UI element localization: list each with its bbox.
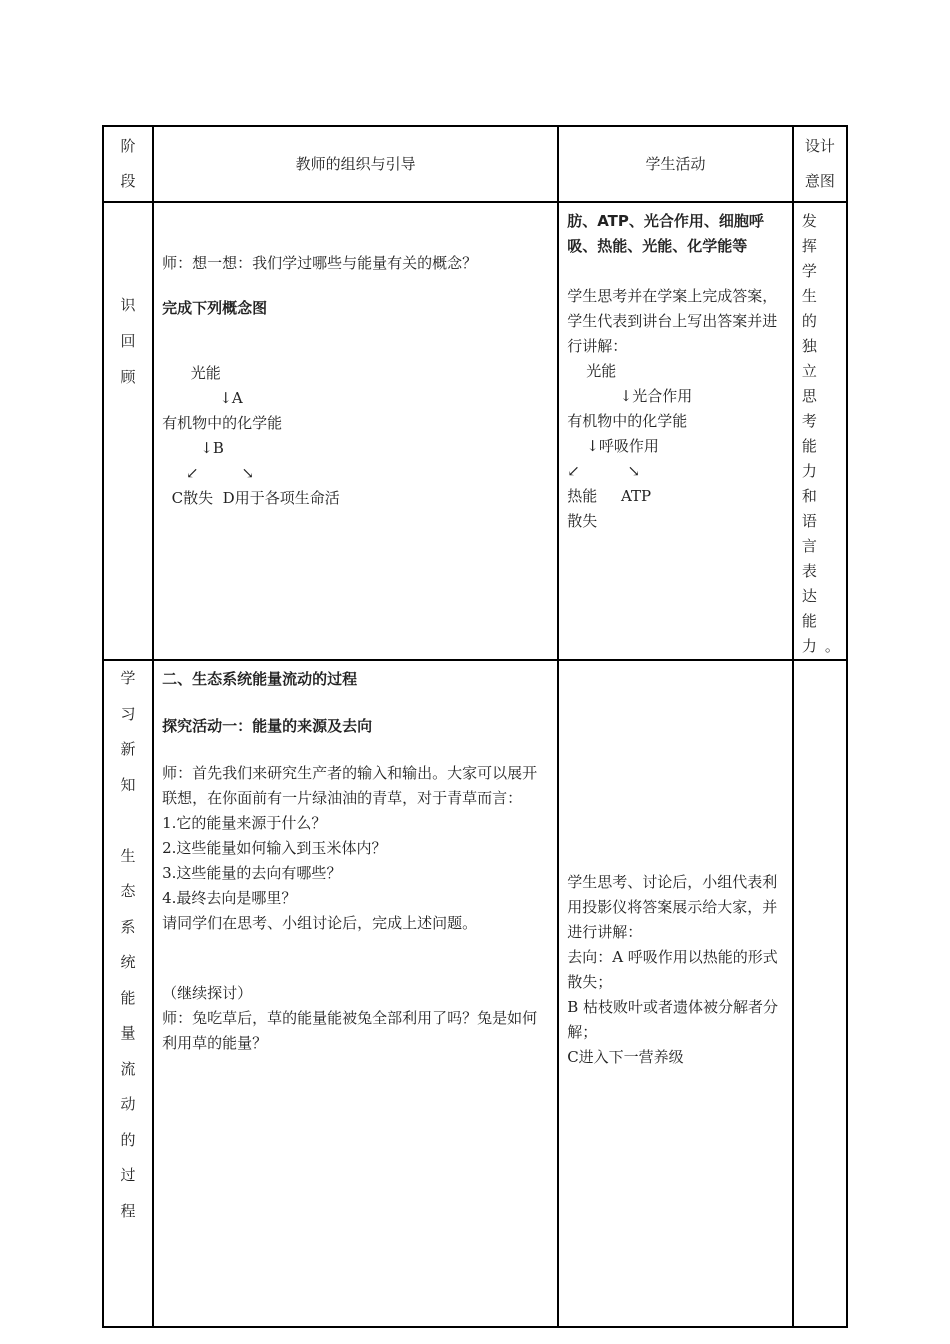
instruction: 请同学们在思考、小组讨论后，完成上述问题。 bbox=[162, 914, 478, 932]
answer-b: B 枯枝败叶或者遗体被分解者分解； bbox=[567, 998, 778, 1041]
question-1: 1.它的能量来源于什么？ bbox=[162, 814, 327, 832]
question-4: 4.最终去向是哪里？ bbox=[162, 889, 297, 907]
student-keywords: 肪、ATP、光合作用、细胞呼吸、热能、光能、化学能等 bbox=[567, 212, 764, 255]
student-activity-text: 学生思考并在学案上完成答案，学生代表到讲台上写出答案并进行讲解： bbox=[567, 287, 778, 355]
new-knowledge-teacher-cell bbox=[153, 660, 558, 1327]
review-teacher-cell bbox=[153, 202, 558, 660]
header-student: 学生活动 bbox=[558, 126, 793, 202]
question-2: 2.这些能量如何输入到玉米体内？ bbox=[162, 839, 387, 857]
review-design-intent: 发挥 学生 的独 立思 考能 力和 语言 表达 能 力。 bbox=[793, 202, 847, 660]
review-row bbox=[103, 202, 847, 660]
new-knowledge-stage-label: 学 习 新 知 生 态 系 统 能 量 流 动 的 过 程 bbox=[103, 660, 153, 1327]
section-title: 二、生态系统能量流动的过程 bbox=[162, 670, 358, 688]
new-knowledge-row bbox=[103, 660, 847, 1327]
continue-label: （继续探讨） bbox=[162, 984, 253, 1002]
new-knowledge-student-cell bbox=[558, 660, 793, 1327]
student-discussion-text: 学生思考、讨论后，小组代表利用投影仪将答案展示给大家，并进行讲解： bbox=[567, 873, 778, 941]
answer-c: C进入下一营养级 bbox=[567, 1048, 684, 1066]
rabbit-question: 师：兔吃草后，草的能量能被兔全部利用了吗？兔是如何利用草的能量？ bbox=[162, 1009, 538, 1052]
new-knowledge-design-intent bbox=[793, 660, 847, 1327]
activity-title: 探究活动一：能量的来源及去向 bbox=[162, 717, 373, 735]
teacher-task: 完成下列概念图 bbox=[162, 299, 268, 317]
teacher-question: 师：想一想：我们学过哪些与能量有关的概念？ bbox=[162, 254, 478, 272]
teacher-intro: 师：首先我们来研究生产者的输入和输出。大家可以展开联想，在你面前有一片绿油油的青草，对于青草而言： bbox=[162, 764, 538, 807]
concept-diagram: 光能 ↓A 有机物中的化学能 ↓B ↙ ↘ C散失 D用于各项生命活 bbox=[162, 364, 340, 507]
question-3: 3.这些能量的去向有哪些？ bbox=[162, 864, 342, 882]
review-stage-label: 识 回 顾 bbox=[103, 202, 153, 660]
table-header-row bbox=[103, 126, 847, 202]
header-stage: 阶 段 bbox=[103, 126, 153, 202]
header-design: 设计 意图 bbox=[793, 126, 847, 202]
lesson-plan-table bbox=[102, 125, 848, 1328]
answer-diagram: 光能 ↓光合作用 有机物中的化学能 ↓呼吸作用 ↙ ↘ 热能 ATP 散失 bbox=[567, 362, 693, 530]
header-teacher: 教师的组织与引导 bbox=[153, 126, 558, 202]
answer-a: 去向：A 呼吸作用以热能的形式散失； bbox=[567, 948, 778, 991]
review-student-cell bbox=[558, 202, 793, 660]
